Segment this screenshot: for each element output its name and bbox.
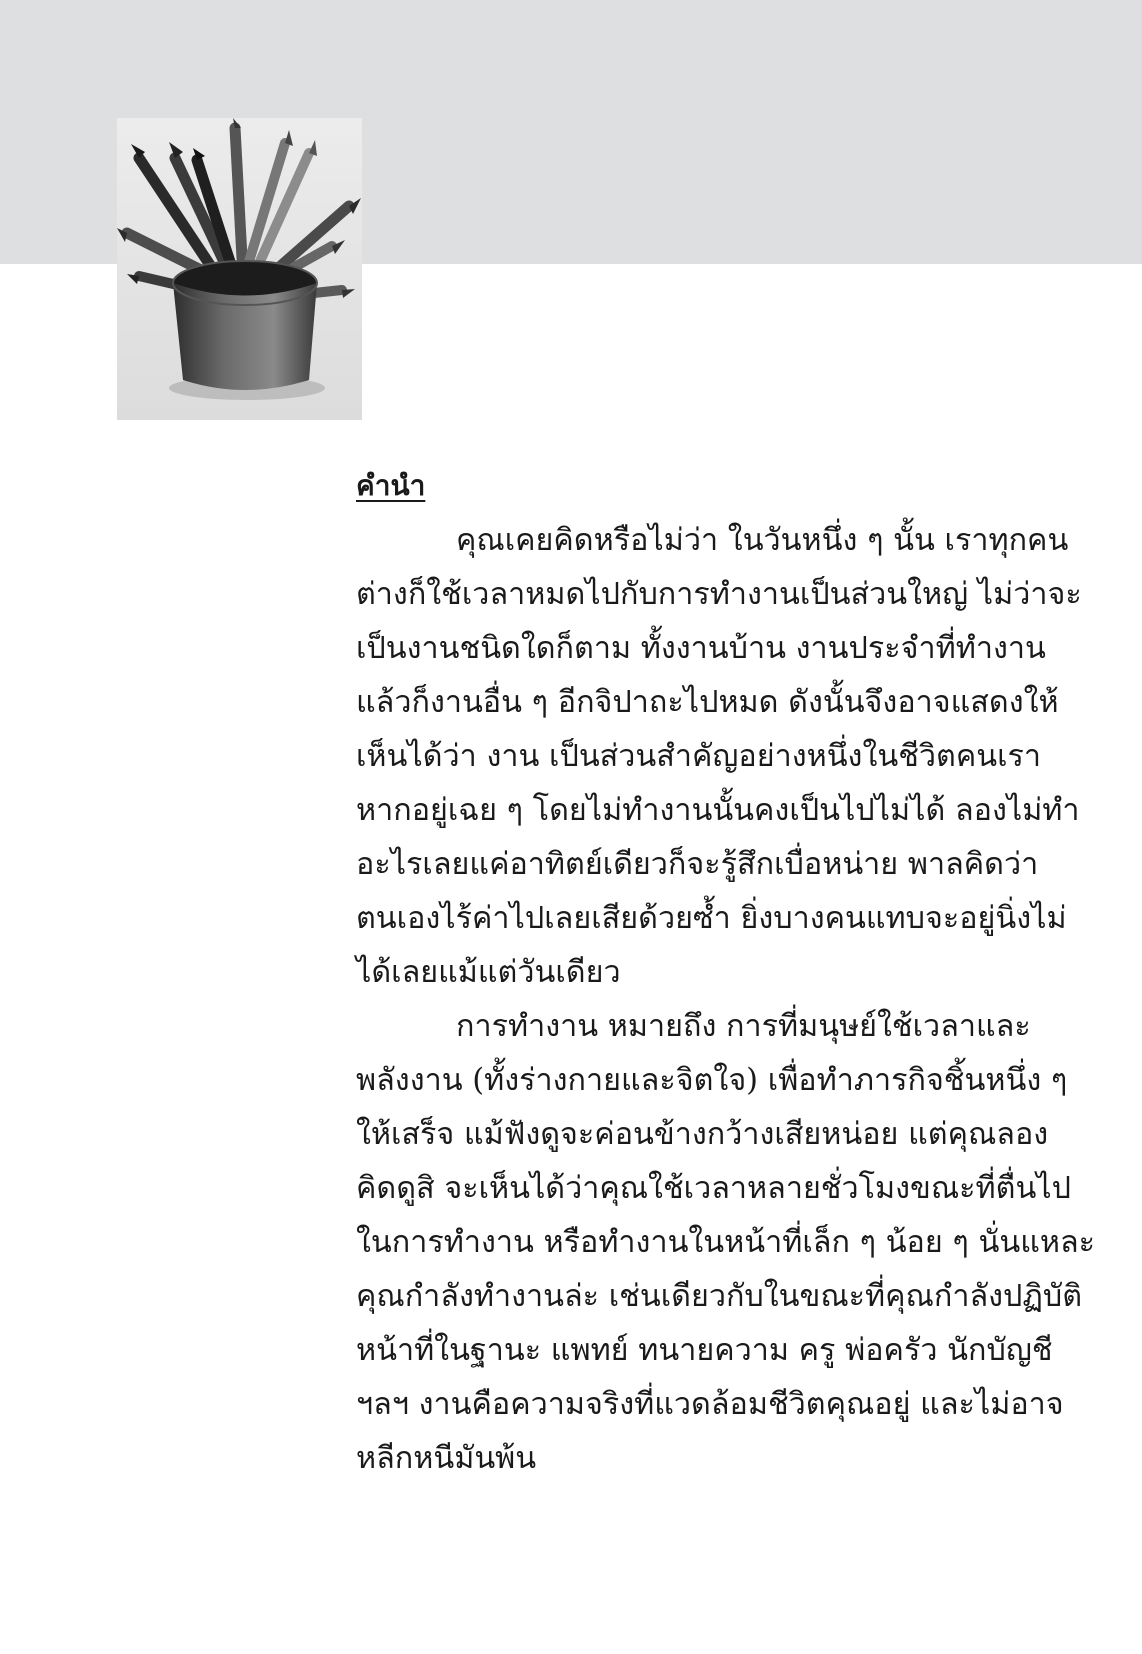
text-line: ฯลฯ งานคือความจริงที่แวดล้อมชีวิตคุณอยู่ และไม่อาจ [356, 1387, 1064, 1422]
text-line: การทำงาน หมายถึง การที่มนุษย์ใช้เวลาและ [456, 1009, 1031, 1044]
text-line: คุณเคยคิดหรือไม่ว่า ในวันหนึ่ง ๆ นั้น เราทุกคน [456, 523, 1069, 558]
text-line: ได้เลยแม้แต่วันเดียว [356, 955, 621, 990]
text-line: แล้วก็งานอื่น ๆ อีกจิปาถะไปหมด ดังนั้นจึงอาจแสดงให้ [356, 685, 1059, 720]
text-line: เห็นได้ว่า งาน เป็นส่วนสำคัญอย่างหนึ่งในชีวิตคนเรา [356, 739, 1042, 774]
text-line: ในการทำงาน หรือทำงานในหน้าที่เล็ก ๆ น้อย ๆ นั่นแหละ [356, 1225, 1096, 1260]
text-line: ให้เสร็จ แม้ฟังดูจะค่อนข้างกว้างเสียหน่อย แต่คุณลอง [356, 1117, 1049, 1152]
text-line: ตนเองไร้ค่าไปเลยเสียด้วยซ้ำ ยิ่งบางคนแทบจะอยู่นิ่งไม่ [356, 901, 1067, 936]
text-line: คิดดูสิ จะเห็นได้ว่าคุณใช้เวลาหลายชั่วโมงขณะที่ตื่นไป [356, 1171, 1072, 1206]
paragraph-2 [356, 1000, 1096, 1486]
text-line: พลังงาน (ทั้งร่างกายและจิตใจ) เพื่อทำภารกิจชิ้นหนึ่ง ๆ [356, 1063, 1068, 1098]
text-line: หากอยู่เฉย ๆ โดยไม่ทำงานนั้นคงเป็นไปไม่ได้ ลองไม่ทำ [356, 793, 1080, 828]
text-line: เป็นงานชนิดใดก็ตาม ทั้งงานบ้าน งานประจำที่ทำงาน [356, 631, 1046, 666]
pencil-cup-icon [117, 118, 362, 420]
text-line: อะไรเลยแค่อาทิตย์เดียวก็จะรู้สึกเบื่อหน่าย พาลคิดว่า [356, 847, 1039, 882]
paragraph-1 [356, 514, 1082, 1000]
preface-section [356, 466, 1096, 1486]
text-line: หน้าที่ในฐานะ แพทย์ ทนายความ ครู พ่อครัว นักบัญชี [356, 1333, 1053, 1368]
section-heading: คำนำ [356, 469, 426, 502]
text-line: คุณกำลังทำงานล่ะ เช่นเดียวกับในขณะที่คุณกำลังปฏิบัติ [356, 1279, 1083, 1314]
text-line: ต่างก็ใช้เวลาหมดไปกับการทำงานเป็นส่วนใหญ่ ไม่ว่าจะ [356, 577, 1082, 612]
text-line: หลีกหนีมันพ้น [356, 1441, 537, 1476]
pencil-cup-photo [117, 118, 362, 420]
